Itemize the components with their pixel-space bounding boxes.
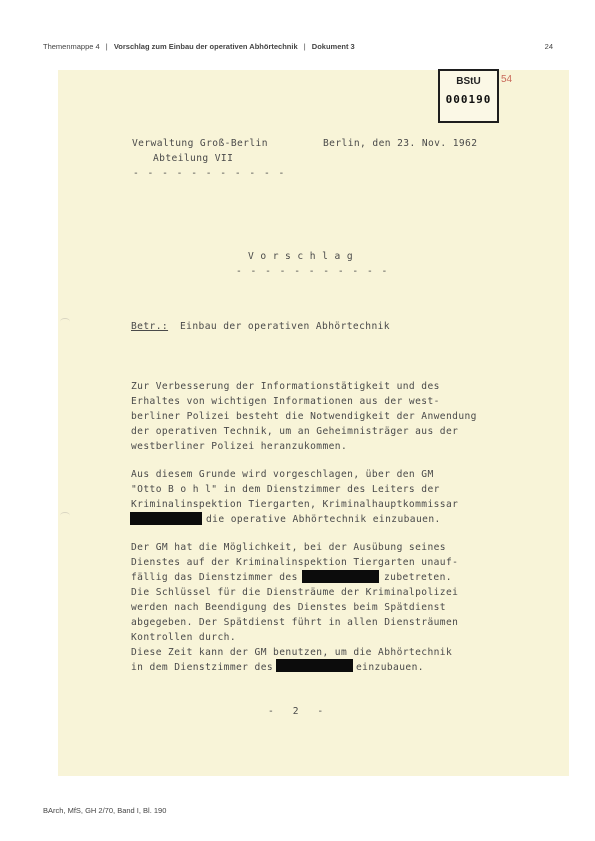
body-line: einzubauen.	[356, 662, 424, 673]
body-line: westberliner Polizei heranzukommen.	[131, 441, 348, 452]
letterhead-org: Verwaltung Groß-Berlin	[132, 138, 268, 149]
letterhead-dept: Abteilung VII	[153, 153, 234, 164]
document-title: Vorschlag zum Einbau der operativen Abhörtechnik	[113, 42, 298, 51]
body-line: werden nach Beendigung des Dienstes beim Spätdienst	[131, 602, 446, 613]
header-separator: |	[303, 42, 306, 51]
subject-label: Betr.:	[131, 321, 169, 332]
body-line: die operative Abhörtechnik einzubauen.	[206, 514, 441, 525]
heading-dashes: - - - - - - - - - - -	[236, 266, 389, 277]
subject-text: Einbau der operativen Abhörtechnik	[180, 321, 390, 332]
body-line: zubetreten.	[384, 572, 452, 583]
body-line: Der GM hat die Möglichkeit, bei der Ausübung seines	[131, 542, 446, 553]
document-heading: V o r s c h l a g	[248, 251, 353, 262]
body-line: Kontrollen durch.	[131, 632, 236, 643]
letterhead-dashes: - - - - - - - - - - -	[133, 168, 286, 179]
pencil-page-mark: 54	[501, 74, 513, 85]
header-separator: |	[105, 42, 108, 51]
body-line: Dienstes auf der Kriminalinspektion Tiergarten unauf-	[131, 557, 459, 568]
place-date: Berlin, den 23. Nov. 1962	[323, 138, 478, 149]
punch-hole-mark	[60, 318, 70, 325]
redaction-bar	[276, 659, 353, 672]
document-number: Dokument 3	[311, 42, 355, 51]
body-line: Zur Verbesserung der Informationstätigkeit und des	[131, 381, 440, 392]
body-line: abgegeben. Der Spätdienst führt in allen Diensträumen	[131, 617, 459, 628]
body-line: Diese Zeit kann der GM benutzen, um die Abhörtechnik	[131, 647, 453, 658]
body-line: berliner Polizei besteht die Notwendigkeit der Anwendung	[131, 411, 477, 422]
running-header	[43, 42, 555, 51]
stamp-label: BStU	[456, 76, 481, 87]
continuation-marker: - 2 -	[268, 706, 324, 717]
redaction-bar	[130, 512, 202, 525]
series-label: Themenmappe 4	[43, 42, 100, 51]
page-number: 24	[544, 42, 553, 51]
punch-hole-mark	[60, 512, 70, 519]
body-line: "Otto B o h l" in dem Dienstzimmer des Leiters der	[131, 484, 440, 495]
redaction-bar	[302, 570, 379, 583]
body-line: Die Schlüssel für die Diensträume der Kriminalpolizei	[131, 587, 459, 598]
archive-stamp	[438, 69, 499, 123]
body-line: in dem Dienstzimmer des	[131, 662, 274, 673]
body-line: fällig das Dienstzimmer des	[131, 572, 298, 583]
body-line: Kriminalinspektion Tiergarten, Kriminalhauptkommissar	[131, 499, 459, 510]
body-line: Erhaltes von wichtigen Informationen aus der west-	[131, 396, 440, 407]
stamp-number: 000190	[445, 93, 492, 106]
footer-source: BArch, MfS, GH 2/70, Band I, Bl. 190	[43, 806, 167, 815]
body-line: der operativen Technik, um an Geheimnisträger aus der	[131, 426, 459, 437]
body-line: Aus diesem Grunde wird vorgeschlagen, über den GM	[131, 469, 434, 480]
